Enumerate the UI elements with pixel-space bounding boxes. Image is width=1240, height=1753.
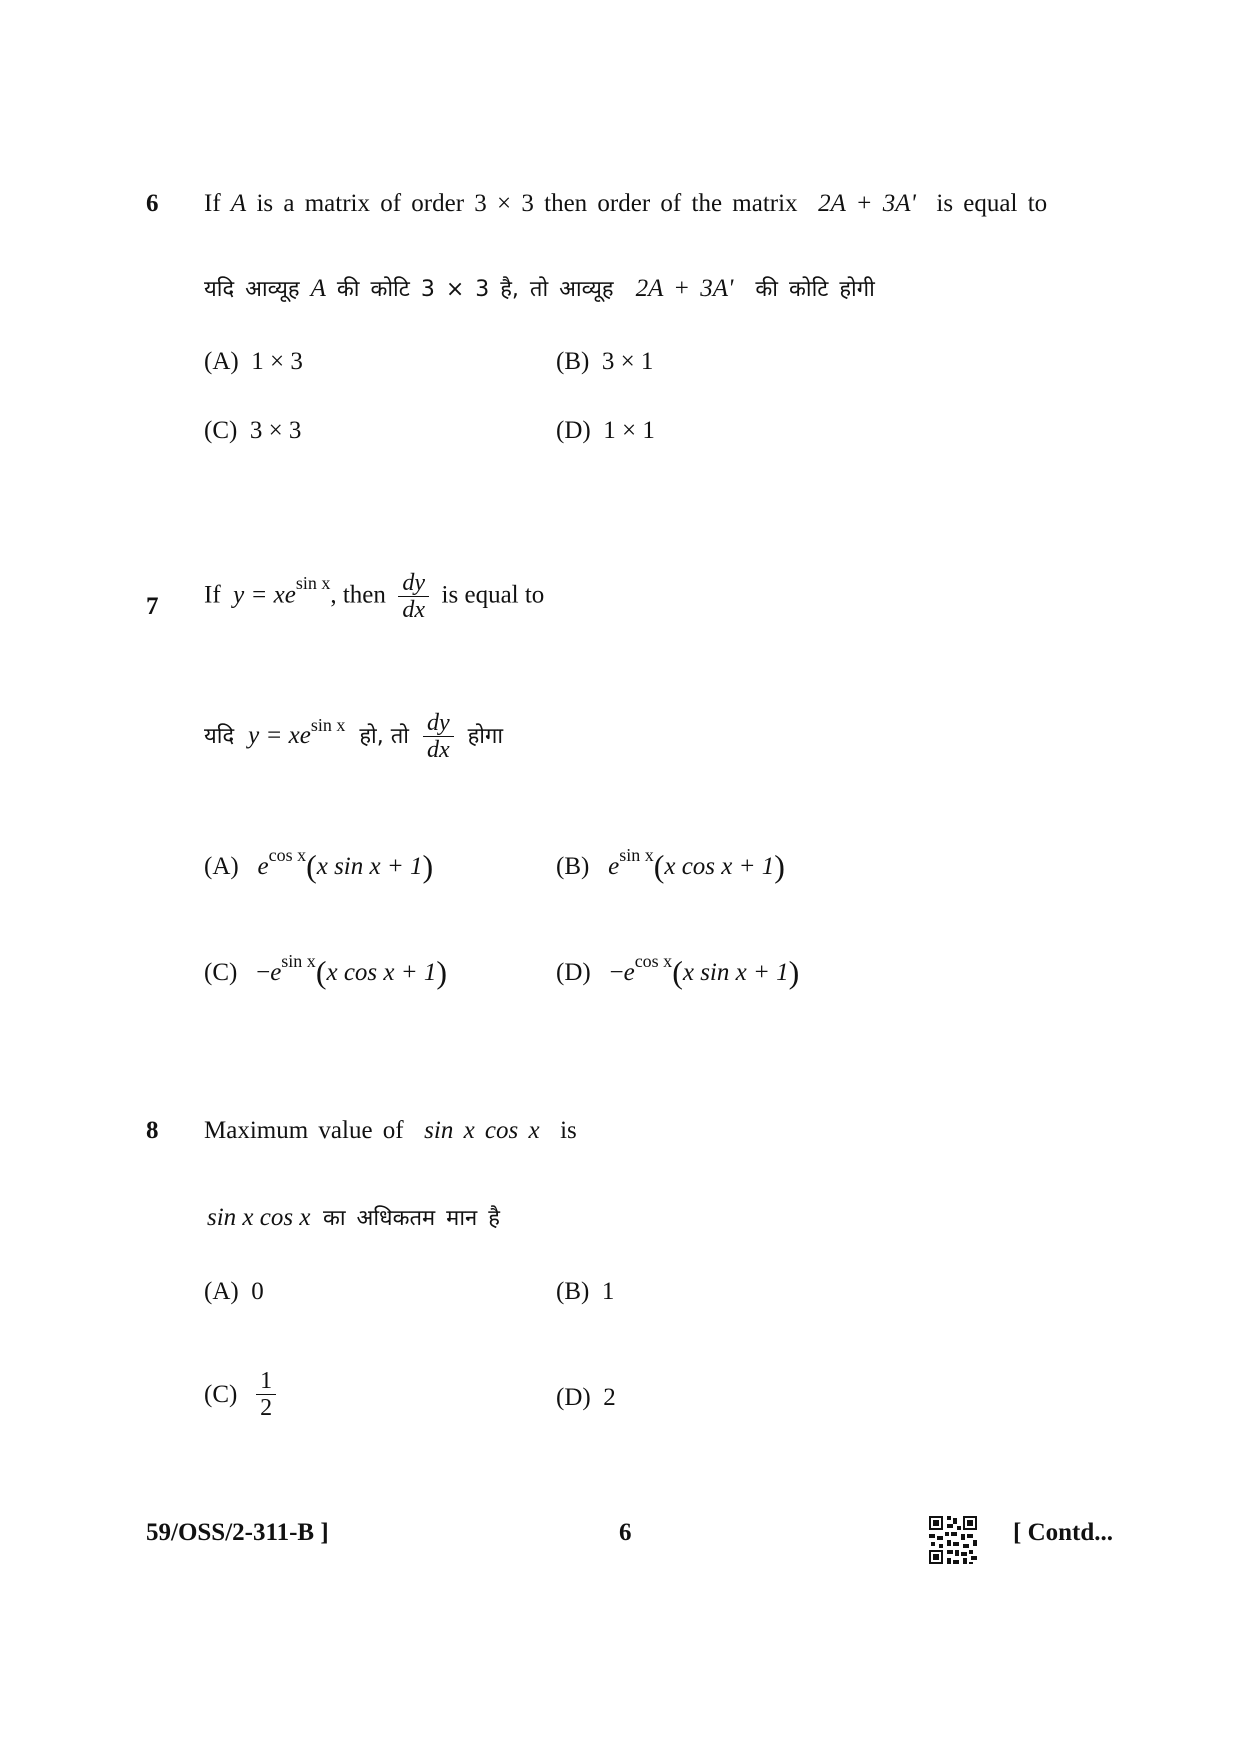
q7-en-prefix: If bbox=[204, 581, 221, 609]
q7-hi-p3: होगा bbox=[467, 723, 504, 749]
q6-en-expr: 2A + 3A' bbox=[818, 190, 916, 217]
question-6-english bbox=[204, 190, 1047, 218]
q7-en-then: , then bbox=[330, 581, 386, 609]
q7-en-exp: sin x bbox=[295, 573, 331, 594]
footer-page-number: 6 bbox=[619, 1519, 632, 1546]
q8-option-a: (A) 0 bbox=[204, 1278, 264, 1305]
footer-paper-code: 59/OSS/2-311-B ] bbox=[146, 1519, 329, 1546]
question-8-hindi bbox=[207, 1202, 500, 1232]
q7-en-derivative: $\frac{dy}{dx}$ bbox=[398, 570, 429, 624]
q7-option-d: (D) $-e^{cos x}(x$ sin x + 1) bbox=[556, 950, 800, 990]
footer-contd: [ Contd... bbox=[1013, 1519, 1114, 1546]
q8-hi-p1: का अधिकतम मान है bbox=[322, 1206, 500, 1231]
q8-option-d: (D) 2 bbox=[556, 1384, 616, 1411]
q6-en-prefix: If bbox=[204, 190, 221, 217]
q6-option-a: (A) 1 × 3 bbox=[204, 348, 303, 375]
q6-option-c: (C) 3 × 3 bbox=[204, 417, 302, 444]
q8-option-c-fraction: $\frac{1}{2}$ bbox=[256, 1368, 276, 1422]
q7-hi-p1: यदि bbox=[204, 723, 235, 749]
q6-hi-var: A bbox=[310, 275, 326, 302]
q7-hi-derivative: $\frac{dy}{dx}$ bbox=[423, 710, 454, 764]
question-8-number: 8 bbox=[146, 1117, 159, 1144]
q8-option-c: (C) $\frac{1}{2}$ bbox=[204, 1368, 276, 1422]
q6-en-var: A bbox=[230, 190, 247, 217]
q6-hi-p1: यदि आव्यूह bbox=[204, 277, 300, 302]
question-7-number: 7 bbox=[146, 593, 159, 620]
q7-option-c: (C) $-e^{sin x}(x$ cos x + 1) bbox=[204, 950, 448, 990]
q6-option-d: (D) 1 × 1 bbox=[556, 417, 655, 444]
q6-en-suffix: is equal to bbox=[936, 190, 1048, 217]
q7-en-suffix: is equal to bbox=[441, 581, 545, 609]
q8-en-expr: sin x cos x bbox=[424, 1117, 540, 1144]
q7-en-lhs: y = xe bbox=[233, 581, 296, 609]
question-6-number: 6 bbox=[146, 190, 159, 217]
q6-option-b: (B) 3 × 1 bbox=[556, 348, 654, 375]
q8-en-prefix: Maximum value of bbox=[204, 1117, 404, 1144]
q7-hi-lhs: y = xe bbox=[248, 721, 311, 749]
question-6-hindi bbox=[204, 273, 875, 303]
qr-code-icon bbox=[929, 1516, 977, 1564]
q8-en-suffix: is bbox=[560, 1117, 577, 1144]
q6-hi-p3: की कोटि होगी bbox=[755, 277, 875, 302]
question-8-english bbox=[204, 1117, 577, 1145]
q8-option-b: (B) 1 bbox=[556, 1278, 615, 1305]
q7-hi-exp: sin x bbox=[310, 714, 346, 735]
q8-hi-expr: sin x cos x bbox=[207, 1204, 311, 1231]
q7-option-b: (B) $e^{sin x}(x$ cos x + 1) bbox=[556, 844, 785, 884]
q7-hi-p2: हो, तो bbox=[359, 723, 409, 749]
question-7-hindi bbox=[204, 710, 503, 764]
q6-hi-p2: की कोटि 3 × 3 है, तो आव्यूह bbox=[336, 277, 614, 302]
question-7-english bbox=[204, 570, 544, 624]
q6-en-middle: is a matrix of order 3 × 3 then order of the matrix bbox=[256, 190, 798, 217]
q7-option-a: (A) $e^{cos x}(x$ sin x + 1) bbox=[204, 844, 434, 884]
q6-hi-expr: 2A + 3A' bbox=[635, 275, 734, 302]
